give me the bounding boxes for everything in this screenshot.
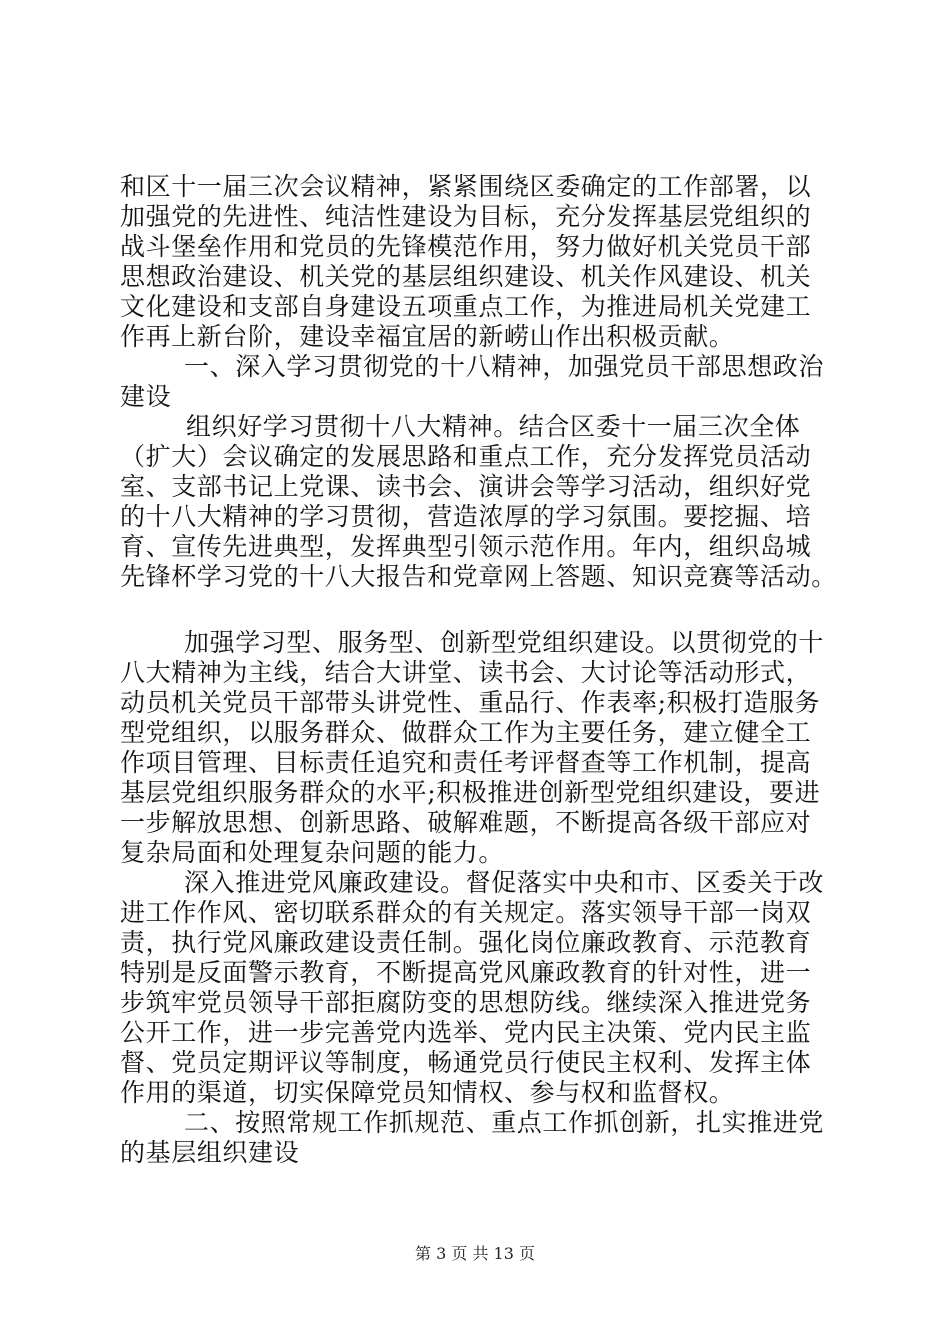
- text-line: 动员机关党员干部带头讲党性、重品行、作表率;积极打造服务: [120, 688, 821, 717]
- text-line: 思想政治建设、机关党的基层组织建设、机关作风建设、机关: [120, 262, 812, 291]
- text-line: 型党组织，以服务群众、做群众工作为主要任务，建立健全工: [120, 718, 812, 747]
- text-line: 一步解放思想、创新思路、破解难题，不断提高各级干部应对: [120, 808, 812, 837]
- text-line: 文化建设和支部自身建设五项重点工作，为推进局机关党建工: [120, 292, 812, 321]
- section-heading-2: 二、按照常规工作抓规范、重点工作抓创新，扎实推进党: [184, 1108, 825, 1137]
- section-heading-1-continued: 建设: [120, 382, 172, 411]
- section-heading-1: 一、深入学习贯彻党的十八精神，加强党员干部思想政治: [184, 352, 825, 381]
- text-line: 公开工作，进一步完善党内选举、党内民主决策、党内民主监: [120, 1018, 812, 1047]
- text-line: 战斗堡垒作用和党员的先锋模范作用，努力做好机关党员干部: [120, 232, 812, 261]
- text-line: 先锋杯学习党的十八大报告和党章网上答题、知识竞赛等活动。: [120, 562, 837, 591]
- page-indicator: 第 3 页 共 13 页: [415, 1244, 535, 1263]
- text-line: 加强党的先进性、纯洁性建设为目标，充分发挥基层党组织的: [120, 202, 812, 231]
- text-line: 和区十一届三次会议精神，紧紧围绕区委确定的工作部署，以: [120, 172, 812, 201]
- page-footer: [0, 1244, 950, 1264]
- text-line: 复杂局面和处理复杂问题的能力。: [120, 838, 505, 867]
- text-line: 育、宣传先进典型，发挥典型引领示范作用。年内，组织岛城: [120, 532, 812, 561]
- text-line: 作项目管理、目标责任追究和责任考评督查等工作机制，提高: [120, 748, 812, 777]
- text-line: 责，执行党风廉政建设责任制。强化岗位廉政教育、示范教育: [120, 928, 812, 957]
- text-line: 八大精神为主线，结合大讲堂、读书会、大讨论等活动形式，: [120, 658, 812, 687]
- paragraph-start: 加强学习型、服务型、创新型党组织建设。以贯彻党的十: [184, 628, 825, 657]
- paragraph-start: 组织好学习贯彻十八大精神。结合区委十一届三次全体: [186, 412, 801, 441]
- text-line: 基层党组织服务群众的水平;积极推进创新型党组织建设，要进: [120, 778, 821, 807]
- text-line: 的十八大精神的学习贯彻，营造浓厚的学习氛围。要挖掘、培: [120, 502, 812, 531]
- text-line: 特别是反面警示教育，不断提高党风廉政教育的针对性，进一: [120, 958, 812, 987]
- text-line: 进工作作风、密切联系群众的有关规定。落实领导干部一岗双: [120, 898, 812, 927]
- text-line: 步筑牢党员领导干部拒腐防变的思想防线。继续深入推进党务: [120, 988, 812, 1017]
- paragraph-start: 深入推进党风廉政建设。督促落实中央和市、区委关于改: [184, 868, 825, 897]
- text-line: （扩大）会议确定的发展思路和重点工作，充分发挥党员活动: [120, 442, 812, 471]
- text-line: 作用的渠道，切实保障党员知情权、参与权和监督权。: [120, 1078, 735, 1107]
- paragraph-gap: [120, 592, 880, 628]
- text-line: 作再上新台阶，建设幸福宜居的新崂山作出积极贡献。: [120, 322, 735, 351]
- section-heading-2-continued: 的基层组织建设: [120, 1138, 300, 1167]
- text-line: 室、支部书记上党课、读书会、演讲会等学习活动，组织好党: [120, 472, 812, 501]
- text-line: 督、党员定期评议等制度，畅通党员行使民主权利、发挥主体: [120, 1048, 812, 1077]
- body-text: [120, 172, 880, 1168]
